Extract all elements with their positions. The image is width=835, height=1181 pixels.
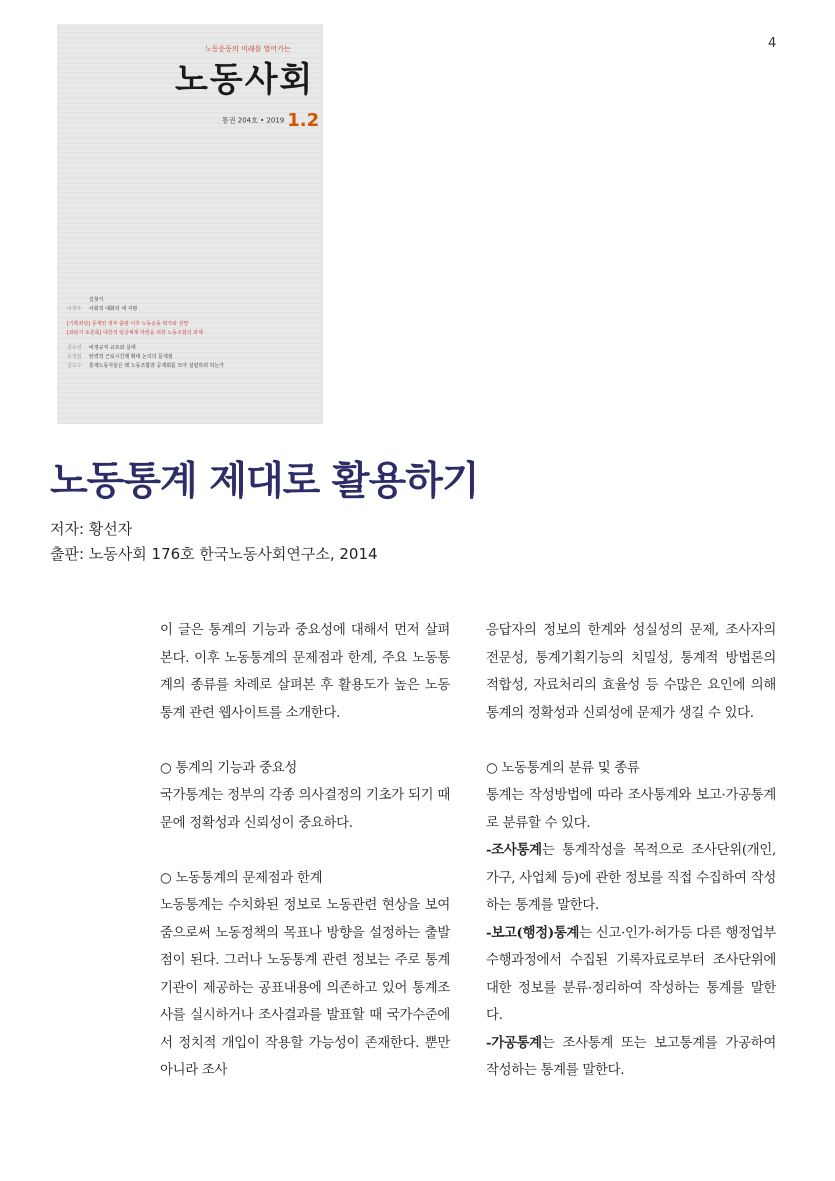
toc-row: 이창우 사회적 대화의 새 지평 [67, 306, 138, 312]
definition-item [486, 1030, 776, 1085]
toc-row: [좌판기 토론회] 대한적 임금체계 마련을 위한 노동조합의 과제 [67, 330, 203, 336]
cover-issue [222, 110, 319, 131]
definition-term: -가공통계 [486, 1034, 542, 1051]
definition-term: -조사통계 [486, 842, 542, 858]
body-column-left [160, 617, 450, 1085]
section-paragraph-continued: 응답자의 정보의 한계와 성실성의 문제, 조사자의 전문성, 통계기획기능의 치밀성, 통계적 방법론의 적합성, 자료처리의 효율성 등 수많은 요인에 의해 통계의 정확성과 신뢰성에 문제가 생길 수 있다. [486, 623, 776, 721]
toc-row: 길찾기 [89, 297, 104, 303]
toc-row: 김도수 통계노동자들은 왜 노동조합과 공제회를 모아 설립하려 하는가 [67, 363, 225, 369]
cover-issue-number: 1.2 [287, 110, 320, 131]
definition-text: 는 신고·인가·허가등 다른 행정업부 수행과정에서 수집된 기록자료로부터 조사단위에 대한 정보를 분류·정리하여 작성하는 통계를 말한다. [486, 925, 776, 1023]
section-paragraph: 국가통계는 정부의 각종 의사결정의 기초가 되기 때문에 정확성과 신뢰성이 중요하다. [160, 788, 450, 831]
section-heading: ○ 통계의 기능과 중요성 [160, 760, 297, 776]
article-source: 출판: 노동사회 176호 한국노동사회연구소, 2014 [50, 545, 378, 563]
cover-tagline: 노동운동의 미래를 열어가는 [205, 45, 291, 53]
article-title: 노동통계 제대로 활용하기 [50, 459, 479, 504]
toc-row: 김유선 비정규직 규모와 실태 [67, 345, 136, 351]
article-author: 저자: 황선자 [50, 520, 133, 538]
article-meta [50, 517, 378, 567]
section-heading: ○ 노동통계의 문제점과 한계 [160, 870, 323, 886]
toc-row: [기획좌담] 문재인 정부 출범 이후 노동운동 평가와 전망 [67, 321, 189, 327]
cover-toc [67, 296, 312, 371]
toc-row: 유정엽 탄력적 근로시간제 확대 논의의 문제점 [67, 354, 173, 360]
definition-item [486, 920, 776, 1030]
section-paragraph: 노동통계는 수치화된 정보로 노동관련 현상을 보여줌으로써 노동정책의 목표나 방향을 설정하는 출발점이 된다. 그러나 노동통계 관련 정보는 주로 통계기관이 제공하는 공표내용에 의존하고 있어 통계조사를 실시하거나 조사결과를 발표할 때 국가수준에서 정치적 개입이 작용할 가능성이 존재한다. 뿐만 아니라 조사 [160, 898, 450, 1078]
definition-term: -보고(행정)통계 [486, 924, 580, 941]
definition-text: 는 조사통계 또는 보고통계를 가공하여 작성하는 통계를 말한다. [486, 1035, 776, 1078]
section-heading: ○ 노동통계의 분류 및 종류 [486, 760, 640, 776]
cover-masthead: 노동사회 [175, 60, 315, 100]
page-number: 4 [768, 36, 777, 51]
cover-issue-volume: 통권 204호 • 2019 [222, 116, 285, 125]
definition-item [486, 837, 776, 920]
definition-text: 는 통계작성을 목적으로 조사단위(개인, 가구, 사업체 등)에 관한 정보를 직접 수집하여 작성하는 통계를 말한다. [486, 843, 776, 913]
intro-paragraph: 이 글은 통계의 기능과 중요성에 대해서 먼저 살펴본다. 이후 노동통계의 문제점과 한계, 주요 노동통계의 종류를 차례로 살펴본 후 활용도가 높은 노동통계 관련 웹사이트를 소개한다. [160, 623, 450, 721]
body-column-right [486, 617, 776, 1085]
section-paragraph: 통계는 작성방법에 따라 조사통계와 보고·가공통계로 분류할 수 있다. [486, 788, 776, 831]
magazine-cover-image [57, 24, 323, 424]
